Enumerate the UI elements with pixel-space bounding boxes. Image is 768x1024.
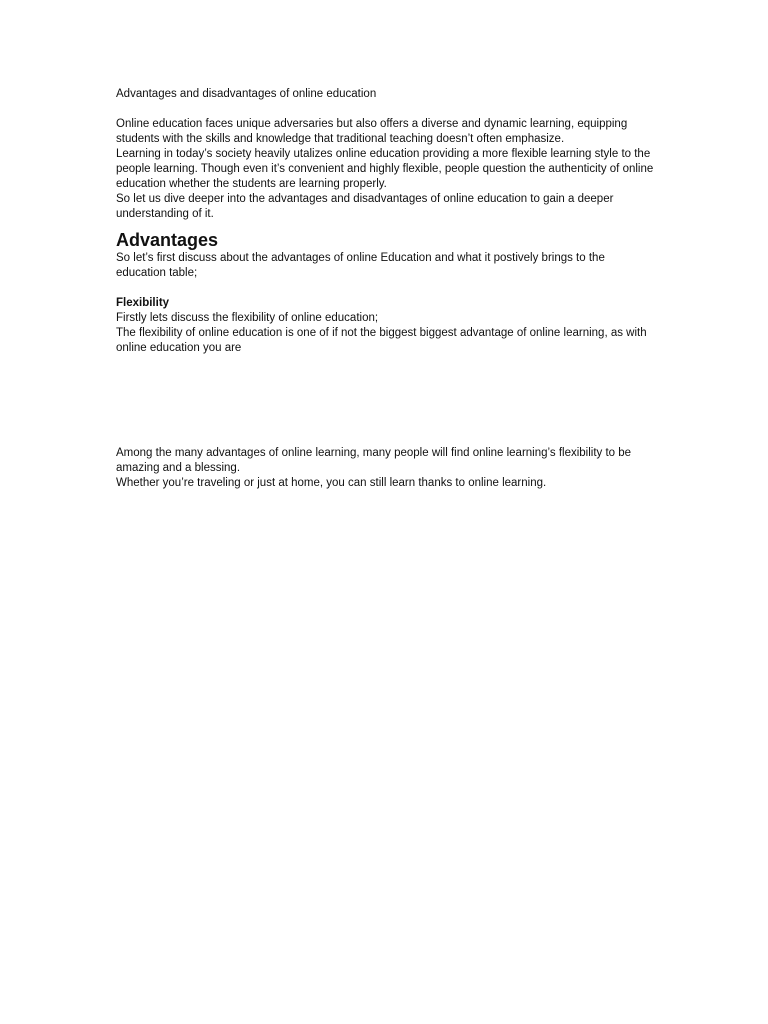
spacer	[116, 102, 656, 117]
flexibility-paragraph-3: Among the many advantages of online learning, many people will find online learning’s flexibility to be amazing and a blessing.	[116, 447, 632, 474]
blank-space	[116, 356, 656, 446]
flexibility-paragraph-2: The flexibility of online education is one of if not the biggest biggest advantage of online learning, as with online education you are	[116, 327, 647, 354]
advantages-heading: Advantages	[116, 230, 219, 250]
advantages-intro: So let’s first discuss about the advantages of online Education and what it postively brings to the education table;	[116, 252, 605, 279]
flexibility-paragraph-1: Firstly lets discuss the flexibility of online education;	[116, 312, 379, 324]
flexibility-heading: Flexibility	[116, 297, 170, 309]
flexibility-paragraph-4: Whether you’re traveling or just at home, you can still learn thanks to online learning.	[116, 477, 547, 489]
intro-paragraph-1: Online education faces unique adversaries but also offers a diverse and dynamic learning, equipping students with the skills and knowledge that traditional teaching doesn’t often emphasize.	[116, 118, 628, 145]
intro-paragraph-2: Learning in today’s society heavily utalizes online education providing a more flexible learning style to the people learning. Though even it’s convenient and highly flexible, people question the authenticity of online education whether the students are learning properly.	[116, 148, 654, 190]
document-page	[116, 87, 656, 491]
document-title: Advantages and disadvantages of online education	[116, 88, 377, 100]
intro-paragraph-3: So let us dive deeper into the advantages and disadvantages of online education to gain a deeper understanding of it.	[116, 193, 614, 220]
